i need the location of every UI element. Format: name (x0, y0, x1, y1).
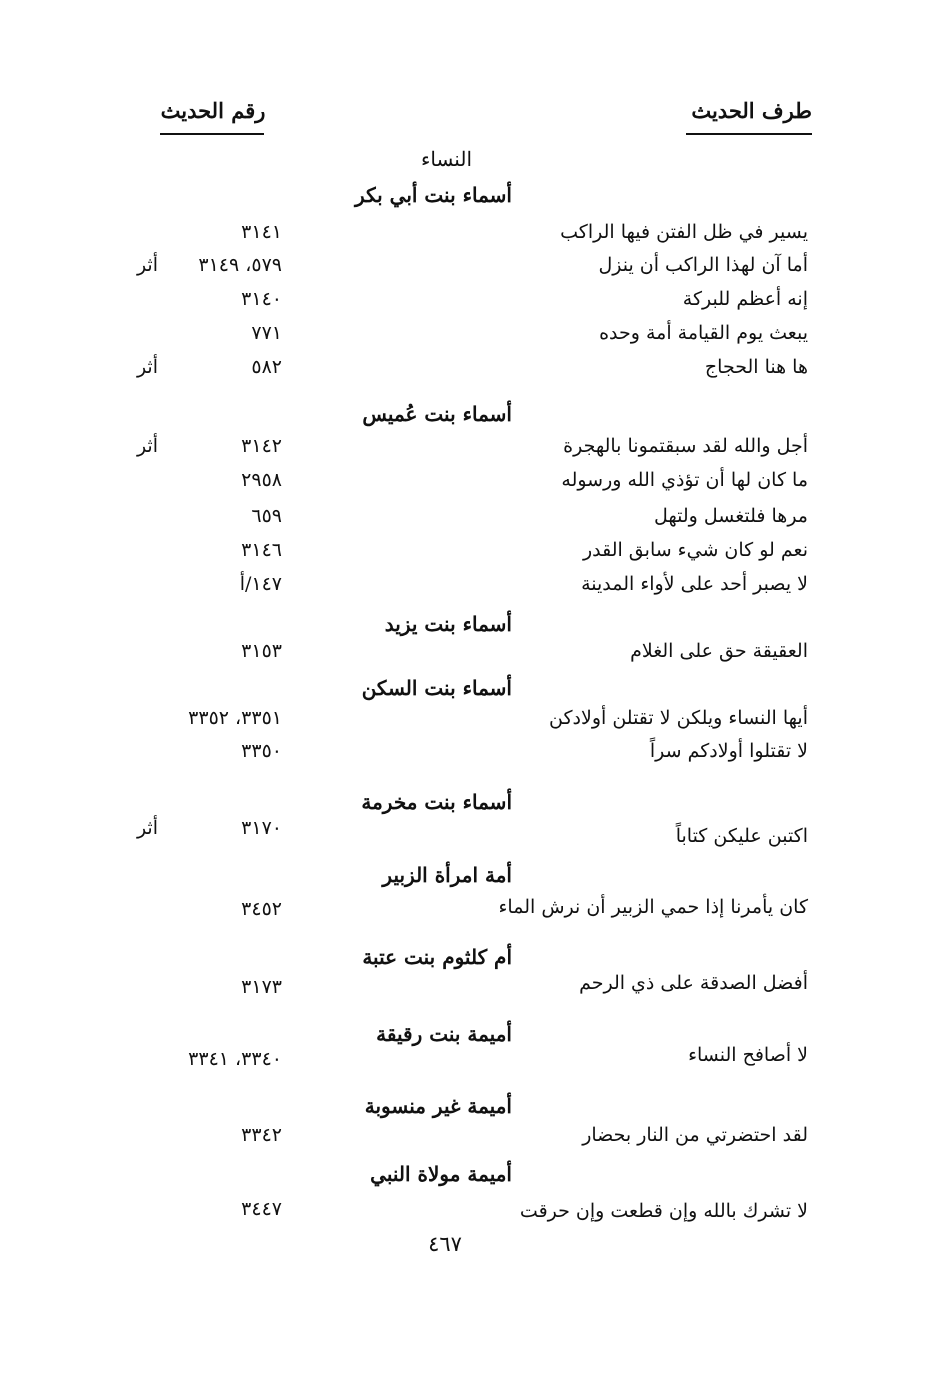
hadith-ref: ٣١٤٢ (241, 435, 282, 457)
hadith-note: أثر (136, 356, 158, 378)
hadith-note: أثر (136, 817, 158, 839)
hadith-text: أفضل الصدقة على ذي الرحم (579, 972, 808, 994)
hadith-ref: ٣٣٤٢ (241, 1124, 282, 1146)
hadith-note: أثر (136, 435, 158, 457)
hadith-text: لا يصبر أحد على لأواء المدينة (581, 573, 808, 595)
hadith-ref: ٣١٤٦ (241, 539, 282, 561)
section-heading: أميمة مولاة النبي (370, 1162, 512, 1186)
page-number: ٤٦٧ (428, 1232, 462, 1256)
hadith-text: اكتبن عليكن كتاباً (675, 825, 808, 847)
hadith-text: ما كان لها أن تؤذي الله ورسوله (561, 469, 808, 491)
section-heading: أسماء بنت أبي بكر (355, 183, 512, 207)
hadith-text: يبعث يوم القيامة أمة وحده (599, 322, 808, 344)
hadith-text: لا تشرك بالله وإن قطعت وإن حرقت (519, 1200, 808, 1222)
hadith-ref: ٣١٧٠ (241, 817, 282, 839)
section-heading: أمة امرأة الزبير (382, 863, 512, 887)
hadith-note: أثر (136, 254, 158, 276)
section-heading: أسماء بنت مخرمة (361, 790, 512, 814)
hadith-ref: ٣٣٥٠ (241, 740, 282, 762)
hadith-ref: ٧٧١ (251, 322, 282, 344)
hadith-text: العقيقة حق على الغلام (630, 640, 808, 662)
hadith-ref: ٣١٤١ (241, 221, 282, 243)
section-heading: أميمة غير منسوبة (364, 1094, 512, 1118)
header-rule-left (160, 133, 264, 135)
hadith-ref: ٥٨٢ (251, 356, 282, 378)
hadith-text: لا تقتلوا أولادكم سراً (649, 740, 808, 762)
hadith-ref: ٣١٧٣ (241, 976, 282, 998)
hadith-ref: ٣٣٤٠، ٣٣٤١ (188, 1048, 282, 1070)
hadith-text: مرها فلتغسل ولتهل (653, 505, 808, 527)
hadith-text: أيها النساء ويلكن لا تقتلن أولادكن (549, 707, 808, 729)
hadith-text: إنه أعظم للبركة (682, 288, 808, 310)
section-heading: أسماء بنت السكن (361, 676, 512, 700)
section-heading: أسماء بنت يزيد (384, 612, 512, 636)
header-hadith-start: طرف الحديث (691, 98, 812, 123)
hadith-ref: ١٤٧/أ (239, 573, 282, 595)
hadith-text: كان يأمرنا إذا حمي الزبير أن نرش الماء (498, 896, 808, 918)
hadith-ref: ٣١٤٠ (241, 288, 282, 310)
hadith-text: أما آن لهذا الراكب أن ينزل (598, 254, 808, 276)
hadith-text: نعم لو كان شيء سابق القدر (582, 539, 808, 561)
header-rule-right (686, 133, 812, 135)
hadith-ref: ٣١٥٣ (241, 640, 282, 662)
group-title: النساء (420, 147, 472, 171)
hadith-text: ها هنا الحجاج (704, 356, 808, 378)
hadith-text: لا أصافح النساء (688, 1044, 808, 1066)
section-heading: أسماء بنت عُميس (362, 402, 512, 426)
section-heading: أم كلثوم بنت عتبة (362, 945, 512, 969)
header-hadith-number: رقم الحديث (160, 98, 266, 123)
hadith-text: لقد احتضرتي من النار بحضار (582, 1124, 808, 1146)
hadith-text: يسير في ظل الفتن فيها الراكب (560, 221, 808, 243)
section-heading: أميمة بنت رقيقة (376, 1022, 512, 1046)
hadith-ref: ٣٣٥١، ٣٣٥٢ (188, 707, 282, 729)
hadith-ref: ٣٤٥٢ (241, 898, 282, 920)
hadith-ref: ٦٥٩ (251, 505, 282, 527)
hadith-ref: ٢٩٥٨ (241, 469, 282, 491)
hadith-text: أجل والله لقد سبقتمونا بالهجرة (563, 435, 808, 457)
hadith-ref: ٣٤٤٧ (241, 1198, 282, 1220)
hadith-ref: ٥٧٩، ٣١٤٩ (198, 254, 282, 276)
